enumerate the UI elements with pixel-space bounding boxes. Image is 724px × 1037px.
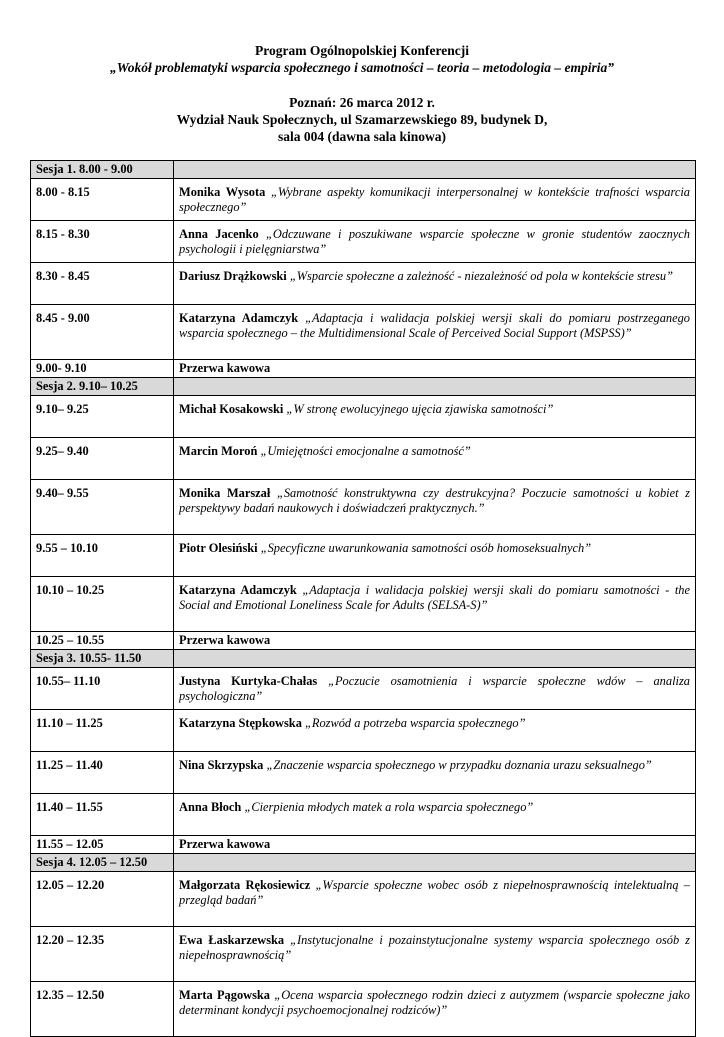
- talk-title: „Wsparcie społeczne wobec osób z niepełnosprawnością intelektualną – przegląd badań”: [179, 878, 690, 907]
- speaker-name: Katarzyna Stępkowska: [179, 716, 302, 730]
- talk-row: [31, 668, 696, 710]
- speaker-name: Ewa Łaskarzewska: [179, 933, 285, 947]
- talk-time: 11.25 – 11.40: [31, 752, 174, 794]
- coffee-break-row: [31, 836, 696, 854]
- conference-date: Poznań: 26 marca 2012 r.: [289, 95, 435, 110]
- talk-details: [174, 305, 696, 360]
- break-time: 10.25 – 10.55: [31, 632, 174, 650]
- talk-row: [31, 577, 696, 632]
- document-header: [0, 42, 724, 145]
- talk-row: [31, 179, 696, 221]
- talk-details: [174, 752, 696, 794]
- speaker-name: Marcin Moroń: [179, 444, 258, 458]
- speaker-name: Marta Pągowska: [179, 988, 271, 1002]
- speaker-name: Michał Kosakowski: [179, 402, 284, 416]
- talk-details: [174, 438, 696, 480]
- talk-details: [174, 179, 696, 221]
- program-table-body: [31, 161, 696, 1037]
- talk-title: „Samotność konstruktywna czy destrukcyjna? Poczucie samotności u kobiet z perspektywy badań naukowych i doświadczeń praktycznych.”: [179, 486, 690, 515]
- talk-title: „Wsparcie społeczne a zależność - niezależność od pola w kontekście stresu”: [289, 269, 673, 283]
- program-table: [30, 160, 696, 1037]
- session-empty-cell: [174, 378, 696, 396]
- talk-details: [174, 535, 696, 577]
- talk-details: [174, 577, 696, 632]
- coffee-break-row: [31, 632, 696, 650]
- speaker-name: Monika Wysota: [179, 185, 266, 199]
- session-label: Sesja 1. 8.00 - 9.00: [31, 161, 174, 179]
- speaker-name: Małgorzata Rękosiewicz: [179, 878, 311, 892]
- break-label: Przerwa kawowa: [174, 360, 696, 378]
- talk-time: 8.15 - 8.30: [31, 221, 174, 263]
- talk-row: [31, 927, 696, 982]
- session-header-row: [31, 161, 696, 179]
- talk-title: „Instytucjonalne i pozainstytucjonalne systemy wsparcia społecznego osób z niepełnosprawnością”: [179, 933, 690, 962]
- talk-title: „Rozwód a potrzeba wsparcia społecznego”: [305, 716, 526, 730]
- talk-row: [31, 221, 696, 263]
- talk-row: [31, 305, 696, 360]
- talk-time: 9.40– 9.55: [31, 480, 174, 535]
- session-label: Sesja 3. 10.55- 11.50: [31, 650, 174, 668]
- talk-row: [31, 752, 696, 794]
- talk-time: 8.00 - 8.15: [31, 179, 174, 221]
- conference-theme: „Wokół problematyki wsparcia społecznego i samotności – teoria – metodologia – empiria”: [109, 60, 615, 75]
- speaker-name: Katarzyna Adamczyk: [179, 583, 297, 597]
- session-label: Sesja 2. 9.10– 10.25: [31, 378, 174, 396]
- talk-time: 9.55 – 10.10: [31, 535, 174, 577]
- talk-time: 9.25– 9.40: [31, 438, 174, 480]
- talk-row: [31, 535, 696, 577]
- talk-title: „Znaczenie wsparcia społecznego w przypadku doznania urazu seksualnego”: [266, 758, 652, 772]
- talk-title: „Adaptacja i walidacja polskiej wersji skali do pomiaru postrzeganego wsparcia społecznego – the Multidimensional Scale of Perceived Social Support (MSPSS)”: [179, 311, 690, 340]
- talk-title: „Specyficzne uwarunkowania samotności osób homoseksualnych”: [260, 541, 592, 555]
- talk-title: „W stronę ewolucyjnego ujęcia zjawiska samotności”: [286, 402, 554, 416]
- talk-details: [174, 872, 696, 927]
- speaker-name: Justyna Kurtyka-Chałas: [179, 674, 318, 688]
- talk-details: [174, 794, 696, 836]
- break-label: Przerwa kawowa: [174, 836, 696, 854]
- talk-time: 9.10– 9.25: [31, 396, 174, 438]
- session-header-row: [31, 378, 696, 396]
- talk-time: 11.10 – 11.25: [31, 710, 174, 752]
- session-label: Sesja 4. 12.05 – 12.50: [31, 854, 174, 872]
- session-header-row: [31, 854, 696, 872]
- conference-venue: Wydział Nauk Społecznych, ul Szamarzewskiego 89, budynek D,: [176, 112, 548, 127]
- break-time: 9.00- 9.10: [31, 360, 174, 378]
- talk-row: [31, 438, 696, 480]
- talk-time: 11.40 – 11.55: [31, 794, 174, 836]
- coffee-break-row: [31, 360, 696, 378]
- talk-row: [31, 480, 696, 535]
- talk-details: [174, 927, 696, 982]
- talk-title: „Odczuwane i poszukiwane wsparcie społeczne w gronie studentów zaocznych psychologii i pielęgniarstwa”: [179, 227, 690, 256]
- talk-title: „Adaptacja i walidacja polskiej wersji skali do pomiaru samotności - the Social and Emotional Loneliness Scale for Adults (SELSA-S)”: [179, 583, 690, 612]
- talk-title: „Cierpienia młodych matek a rola wsparcia społecznego”: [244, 800, 534, 814]
- talk-row: [31, 263, 696, 305]
- speaker-name: Piotr Olesiński: [179, 541, 258, 555]
- speaker-name: Dariusz Drążkowski: [179, 269, 287, 283]
- session-empty-cell: [174, 854, 696, 872]
- talk-time: 12.35 – 12.50: [31, 982, 174, 1037]
- talk-details: [174, 263, 696, 305]
- talk-time: 8.45 - 9.00: [31, 305, 174, 360]
- talk-title: „Wybrane aspekty komunikacji interpersonalnej w kontekście trafności wsparcia społecznego”: [179, 185, 690, 214]
- talk-time: 10.55– 11.10: [31, 668, 174, 710]
- talk-details: [174, 396, 696, 438]
- talk-row: [31, 794, 696, 836]
- talk-details: [174, 480, 696, 535]
- talk-row: [31, 710, 696, 752]
- talk-title: „Poczucie osamotnienia i wsparcie społeczne wdów – analiza psychologiczna”: [179, 674, 690, 703]
- speaker-name: Anna Błoch: [179, 800, 242, 814]
- session-empty-cell: [174, 650, 696, 668]
- talk-details: [174, 221, 696, 263]
- speaker-name: Nina Skrzypska: [179, 758, 264, 772]
- talk-details: [174, 668, 696, 710]
- talk-row: [31, 872, 696, 927]
- talk-row: [31, 396, 696, 438]
- talk-details: [174, 982, 696, 1037]
- break-label: Przerwa kawowa: [174, 632, 696, 650]
- session-empty-cell: [174, 161, 696, 179]
- talk-time: 10.10 – 10.25: [31, 577, 174, 632]
- speaker-name: Katarzyna Adamczyk: [179, 311, 299, 325]
- talk-title: „Umiejętności emocjonalne a samotność”: [260, 444, 471, 458]
- talk-time: 12.20 – 12.35: [31, 927, 174, 982]
- talk-row: [31, 982, 696, 1037]
- session-header-row: [31, 650, 696, 668]
- speaker-name: Monika Marszał: [179, 486, 271, 500]
- speaker-name: Anna Jacenko: [179, 227, 259, 241]
- conference-room: sala 004 (dawna sala kinowa): [277, 129, 447, 144]
- conference-program-title: Program Ogólnopolskiej Konferencji: [255, 43, 469, 58]
- talk-title: „Ocena wsparcia społecznego rodzin dzieci z autyzmem (wsparcie społeczne jako determinant kondycji psychoemocjonalnej rodziców)”: [179, 988, 690, 1017]
- talk-details: [174, 710, 696, 752]
- break-time: 11.55 – 12.05: [31, 836, 174, 854]
- talk-time: 12.05 – 12.20: [31, 872, 174, 927]
- talk-time: 8.30 - 8.45: [31, 263, 174, 305]
